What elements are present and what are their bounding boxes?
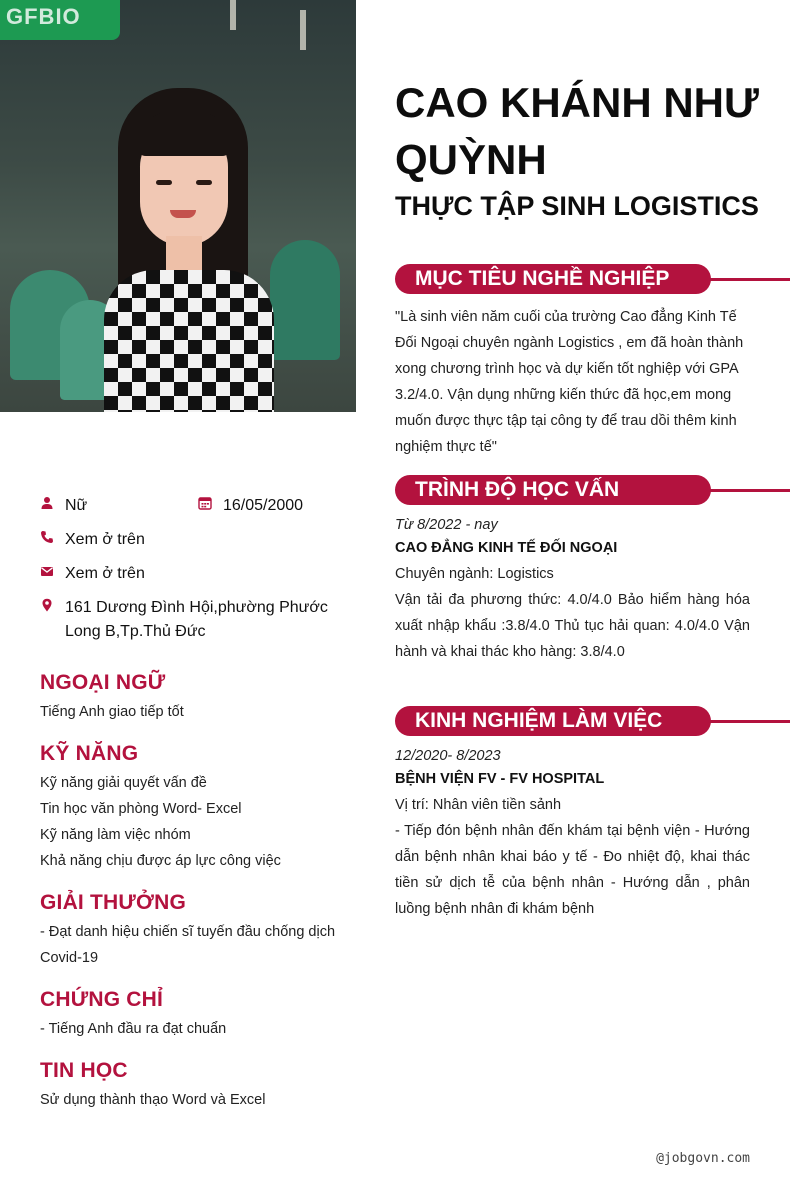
email-value: Xem ở trên [65,565,145,582]
phone-value: Xem ở trên [65,531,145,548]
experience-period: 12/2020- 8/2023 [395,748,501,764]
calendar-icon [198,496,212,510]
computing-text: Sử dụng thành thạo Word và Excel [40,1092,266,1108]
objective-text: "Là sinh viên năm cuối của trường Cao đẳng Kinh Tế Đối Ngoại chuyên ngành Logistics , em đã hoàn thành xong chương trình học và dự kiến tốt nghiệp với GPA 3.2/4.0. Vận dụng những kiến thức đã học,em mong muốn được thực tập tại công ty để trau dồi thêm kinh nghiệm thực tế" [395,309,744,455]
address-value: 161 Dương Đình Hội,phường Phước Long B,Tp.Thủ Đức [65,599,328,640]
watermark: @jobgovn.com [656,1151,750,1166]
skill-item: Khả năng chịu được áp lực công việc [40,853,281,869]
right-column [356,0,790,1178]
awards-title: GIẢI THƯỞNG [40,891,187,914]
left-column [0,0,356,1178]
education-details: Vận tải đa phương thức: 4.0/4.0 Bảo hiểm hàng hóa xuất nhập khẩu :3.8/4.0 Thủ tục hải quan: 4.0/4.0 Vận hành và khai thác kho hàng: 3.8/4.0 [395,592,750,660]
experience-company: BỆNH VIỆN FV - FV HOSPITAL [395,771,605,787]
birthday-row [198,494,303,518]
gender-row [40,494,87,518]
education-period: Từ 8/2022 - nay [395,517,498,533]
person-icon [40,496,54,510]
skill-item: Kỹ năng làm việc nhóm [40,827,191,843]
awards-text: - Đạt danh hiệu chiến sĩ tuyến đầu chống dịch Covid-19 [40,924,336,966]
skill-item: Tin học văn phòng Word- Excel [40,801,242,817]
phone-row [40,528,145,552]
experience-header [356,706,790,738]
certificates-text: - Tiếng Anh đầu ra đạt chuẩn [40,1021,227,1037]
gender-value: Nữ [65,497,88,514]
experience-position: Vị trí: Nhân viên tiền sảnh [395,797,562,813]
mail-icon [40,564,54,578]
skill-item: Kỹ năng giải quyết vấn đề [40,775,207,791]
skills-title: KỸ NĂNG [40,742,139,765]
objective-header [356,264,790,296]
location-pin-icon [40,598,54,612]
computing-title: TIN HỌC [40,1059,128,1082]
profile-photo: GFBIO [0,0,356,412]
certificates-title: CHỨNG CHỈ [40,988,164,1011]
language-item: Tiếng Anh giao tiếp tốt [40,704,184,720]
education-major: Chuyên ngành: Logistics [395,566,554,582]
experience-title: KINH NGHIỆM LÀM VIỆC [415,709,663,732]
email-row [40,562,145,586]
objective-title: MỤC TIÊU NGHỀ NGHIỆP [415,267,670,290]
birthday-value: 16/05/2000 [223,497,304,514]
languages-title: NGOẠI NGỮ [40,671,166,694]
experience-details: - Tiếp đón bệnh nhân đến khám tại bệnh viện - Hướng dẫn bệnh nhân khai báo y tế - Đo nhiệt độ, khai thác tiền sử dịch tễ của bệnh nhân - Hướng dẫn , phân luồng bệnh nhân đi khám bệnh [395,823,750,917]
candidate-name: CAO KHÁNH NHƯ QUỲNH [395,79,759,183]
address-row [40,596,340,644]
education-school: CAO ĐẲNG KINH TẾ ĐỐI NGOẠI [395,540,618,556]
education-title: TRÌNH ĐỘ HỌC VẤN [415,478,620,501]
candidate-role: THỰC TẬP SINH LOGISTICS [395,191,759,221]
phone-icon [40,530,54,544]
education-header [356,475,790,507]
